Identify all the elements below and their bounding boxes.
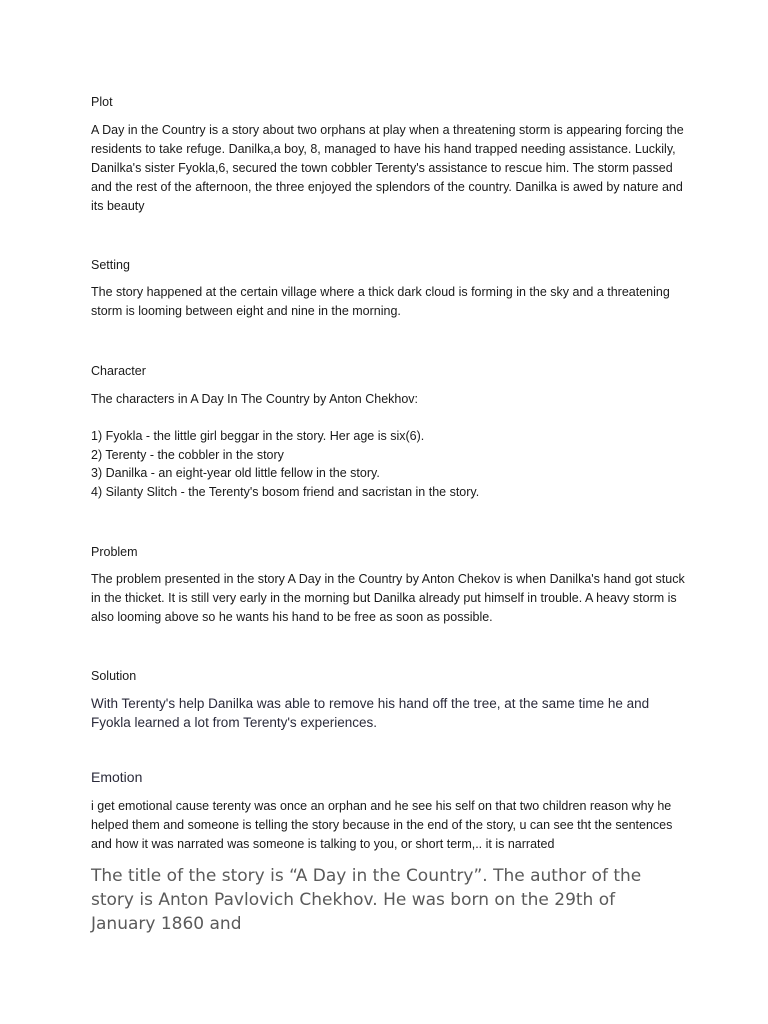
character-intro: The characters in A Day In The Country by Anton Chekhov: (91, 392, 419, 406)
plot-heading: Plot (91, 95, 113, 109)
list-item: 3) Danilka - an eight-year old little fellow in the story. (91, 466, 380, 480)
problem-text: The problem presented in the story A Day in the Country by Anton Chekov is when Danilka's hand got stuck in the thicket. It is still very early in the morning but Danilka already put himself in trouble. A heavy storm is also looming above so he wants his hand to be free as soon as possible. (91, 572, 685, 624)
setting-text: The story happened at the certain village where a thick dark cloud is forming in the sky and a threatening storm is looming between eight and nine in the morning. (91, 285, 670, 318)
character-list (91, 427, 687, 501)
solution-heading: Solution (91, 669, 137, 683)
list-item: 4) Silanty Slitch - the Terenty's bosom friend and sacristan in the story. (91, 484, 480, 499)
closing-text: The title of the story is “A Day in the Country”. The author of the story is Anton Pavlovich Chekhov. He was born on the 29th of January 1860 and (91, 866, 642, 934)
solution-text: With Terenty's help Danilka was able to remove his hand off the tree, at the same time he and Fyokla learned a lot from Terenty's experiences. (91, 696, 650, 730)
problem-heading: Problem (91, 545, 138, 559)
plot-text: A Day in the Country is a story about two orphans at play when a threatening storm is appearing forcing the residents to take refuge. Danilka,a boy, 8, managed to have his hand trapped needing assistance. Luckily, Danilka's sister Fyokla,6, secured the town cobbler Terenty's assistance to rescue him. The storm passed and the rest of the afternoon, the three enjoyed the splendors of the country. Danilka is awed by nature and its beauty (91, 123, 684, 213)
character-heading: Character (91, 364, 146, 378)
list-item: 1) Fyokla - the little girl beggar in the story. Her age is six(6). (91, 429, 425, 443)
emotion-heading: Emotion (91, 769, 143, 785)
emotion-text: i get emotional cause terenty was once an orphan and he see his self on that two children reason why he helped them and someone is telling the story because in the end of the story, u can see tht the sentences and how it was narrated was someone is talking to you, or short term,.. it is narrated (91, 799, 673, 851)
list-item: 2) Terenty - the cobbler in the story (91, 447, 284, 462)
setting-heading: Setting (91, 258, 130, 272)
